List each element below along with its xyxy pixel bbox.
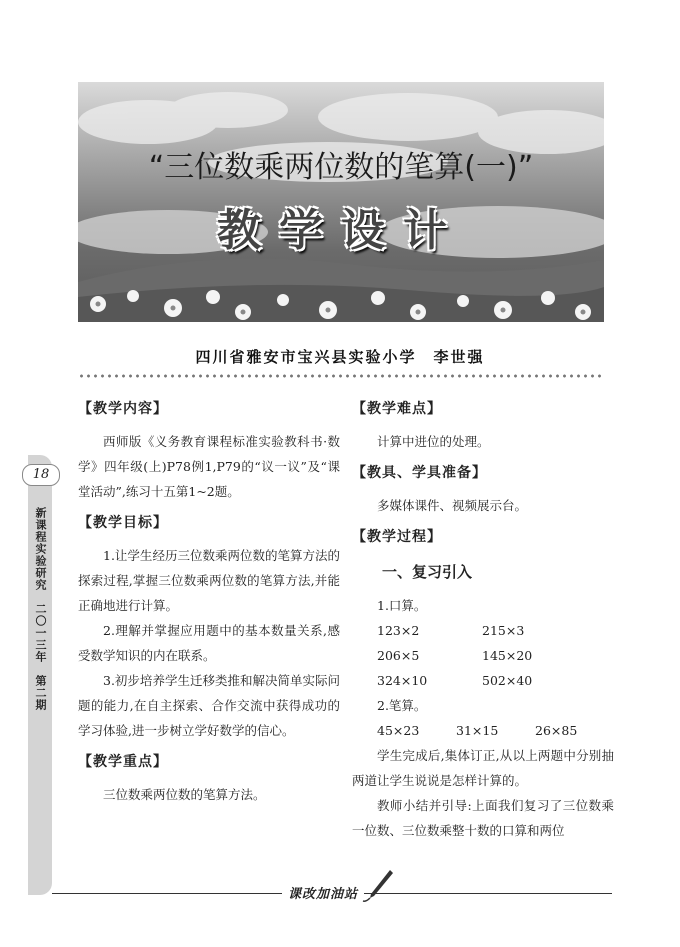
section-heading: 【教学重点】 [78,754,168,770]
paragraph: 1.让学生经历三位数乘两位数的笔算方法的探索过程,掌握三位数乘两位数的笔算方法,并能正确地进行计算。 [78,548,340,613]
page-number: 18 [22,464,60,486]
left-column [78,398,340,807]
calc-row [377,643,614,668]
paragraph: 学生完成后,集体订正,从以上两题中分别抽两道让学生说说是怎样计算的。 [352,748,614,788]
author-line: 四川省雅安市宝兴县实验小学 李世强 [195,348,485,366]
section-heading: 【教学目标】 [78,515,168,531]
paragraph: 2.理解并掌握应用题中的基本数量关系,感受数学知识的内在联系。 [78,623,340,663]
calc-item: 502×40 [482,673,533,688]
calc-item: 45×23 [377,723,420,738]
paragraph: 计算中进位的处理。 [377,434,490,449]
calc-row [377,618,614,643]
calc-item: 206×5 [377,648,420,663]
calc-item: 215×3 [482,623,525,638]
section-heading: 【教学过程】 [352,529,442,545]
paragraph: 3.初步培养学生迁移类推和解决简单实际问题的能力,在自主探索、合作交流中获得成功的学习体验,进一步树立学好数学的信心。 [78,673,340,738]
journal-name: 新课程实验研究 二〇一三年 第二期 [34,507,47,711]
calc-row [377,718,614,743]
paragraph: 多媒体课件、视频展示台。 [377,498,528,513]
calc-item: 123×2 [377,623,420,638]
calc-item: 145×20 [482,648,533,663]
section-heading: 【教学难点】 [352,401,442,417]
footer-label: 课改加油站 [282,883,364,902]
article-title: “三位数乘两位数的笔算(一)” [148,150,534,185]
right-column [352,398,614,843]
dotted-divider [78,372,604,380]
article-subtitle: 教学设计 [217,205,465,256]
paragraph: 西师版《义务教育课程标准实验教科书·数学》四年级(上)P78例1,P79的“议一议”及“课堂活动”,练习十五第1~2题。 [78,434,340,499]
paragraph: 三位数乘两位数的笔算方法。 [103,787,266,802]
section-heading: 【教学内容】 [78,401,168,417]
calc-row [377,668,614,693]
section-heading: 【教具、学具准备】 [352,465,487,481]
title-banner [78,82,604,322]
calc-item: 31×15 [456,723,499,738]
written-label: 2.笔算。 [377,698,427,713]
paragraph: 教师小结并引导:上面我们复习了三位数乘一位数、三位数乘整十数的口算和两位 [352,798,614,838]
calc-item: 324×10 [377,673,428,688]
calc-item: 26×85 [535,723,578,738]
oral-label: 1.口算。 [377,598,427,613]
pen-icon [362,868,396,904]
sub-heading: 一、复习引入 [382,563,473,581]
